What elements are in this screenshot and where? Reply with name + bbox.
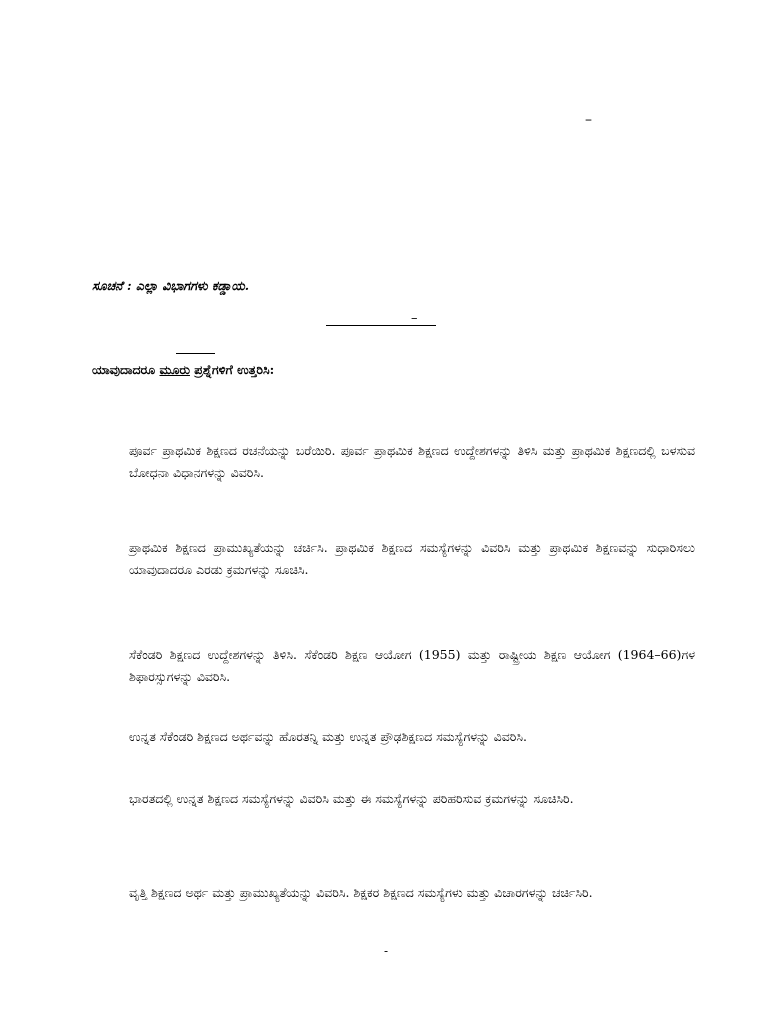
question-1: ಪೂರ್ವ ಪ್ರಾಥಮಿಕ ಶಿಕ್ಷಣದ ರಚನೆಯನ್ನು ಬರೆಯಿರಿ. ಪೂರ್ವ ಪ್ರಾಥಮಿಕ ಶಿಕ್ಷಣದ ಉದ್ದೇಶಗಳನ್ನು ತಿಳಿಸಿ ಮತ್ತು ಪ್ರಾಥಮಿಕ ಶಿಕ್ಷಣದಲ್ಲಿ ಬಳಸುವ ಬೋಧನಾ ವಿಧಾನಗಳನ್ನು ವಿವರಿಸಿ. [129,443,695,480]
emphasis-overline [176,353,215,354]
instruction-note: ಸೂಚನೆ : ಎಲ್ಲಾ ವಿಭಾಗಗಳು ಕಡ್ಡಾಯ. [92,278,250,293]
section-dash: – [411,311,418,326]
question-5: ಭಾರತದಲ್ಲಿ ಉನ್ನತ ಶಿಕ್ಷಣದ ಸಮಸ್ಯೆಗಳನ್ನು ವಿವರಿಸಿ ಮತ್ತು ಈ ಸಮಸ್ಯೆಗಳನ್ನು ಪರಿಹರಿಸುವ ಕ್ರಮಗಳನ್ನು ಸೂಚಿಸಿರಿ. [129,791,574,806]
heading-emphasis: ಮೂರು [159,362,190,377]
heading-prefix: ಯಾವುದಾದರೂ [92,362,160,377]
question-6: ವೃತ್ತಿ ಶಿಕ್ಷಣದ ಅರ್ಥ ಮತ್ತು ಪ್ರಾಮುಖ್ಯತೆಯನ್ನು ವಿವರಿಸಿ. ಶಿಕ್ಷಕರ ಶಿಕ್ಷಣದ ಸಮಸ್ಯೆಗಳು ಮತ್ತು ವಿಚಾರಗಳನ್ನು ಚರ್ಚಿಸಿರಿ. [129,885,593,900]
section-divider [326,325,436,326]
section-heading [92,362,274,378]
question-4: ಉನ್ನತ ಸೆಕೆಂಡರಿ ಶಿಕ್ಷಣದ ಅರ್ಥವನ್ನು ಹೊರತನ್ನಿ ಮತ್ತು ಉನ್ನತ ಪ್ರೌಢಶಿಕ್ಷಣದ ಸಮಸ್ಯೆಗಳನ್ನು ವಿವರಿಸಿ. [129,729,527,744]
question-3: ಸೆಕೆಂಡರಿ ಶಿಕ್ಷಣದ ಉದ್ದೇಶಗಳನ್ನು ತಿಳಿಸಿ. ಸೆಕೆಂಡರಿ ಶಿಕ್ಷಣ ಆಯೋಗ (1955) ಮತ್ತು ರಾಷ್ಟ್ರೀಯ ಶಿಕ್ಷಣ ಆಯೋಗ (1964–66)ಗಳ ಶಿಫಾರಸ್ಸುಗಳನ್ನು ವಿವರಿಸಿ. [129,647,695,684]
question-2: ಪ್ರಾಥಮಿಕ ಶಿಕ್ಷಣದ ಪ್ರಾಮುಖ್ಯತೆಯನ್ನು ಚರ್ಚಿಸಿ. ಪ್ರಾಥಮಿಕ ಶಿಕ್ಷಣದ ಸಮಸ್ಯೆಗಳನ್ನು ವಿವರಿಸಿ ಮತ್ತು ಪ್ರಾಥಮಿಕ ಶಿಕ್ಷಣವನ್ನು ಸುಧಾರಿಸಲು ಯಾವುದಾದರೂ ಎರಡು ಕ್ರಮಗಳನ್ನು ಸೂಚಿಸಿ. [129,540,695,577]
heading-suffix: ಪ್ರಶ್ನೆಗಳಿಗೆ ಉತ್ತರಿಸಿ: [189,362,275,377]
header-dash: – [585,112,592,128]
page-number-dash: - [384,944,389,958]
